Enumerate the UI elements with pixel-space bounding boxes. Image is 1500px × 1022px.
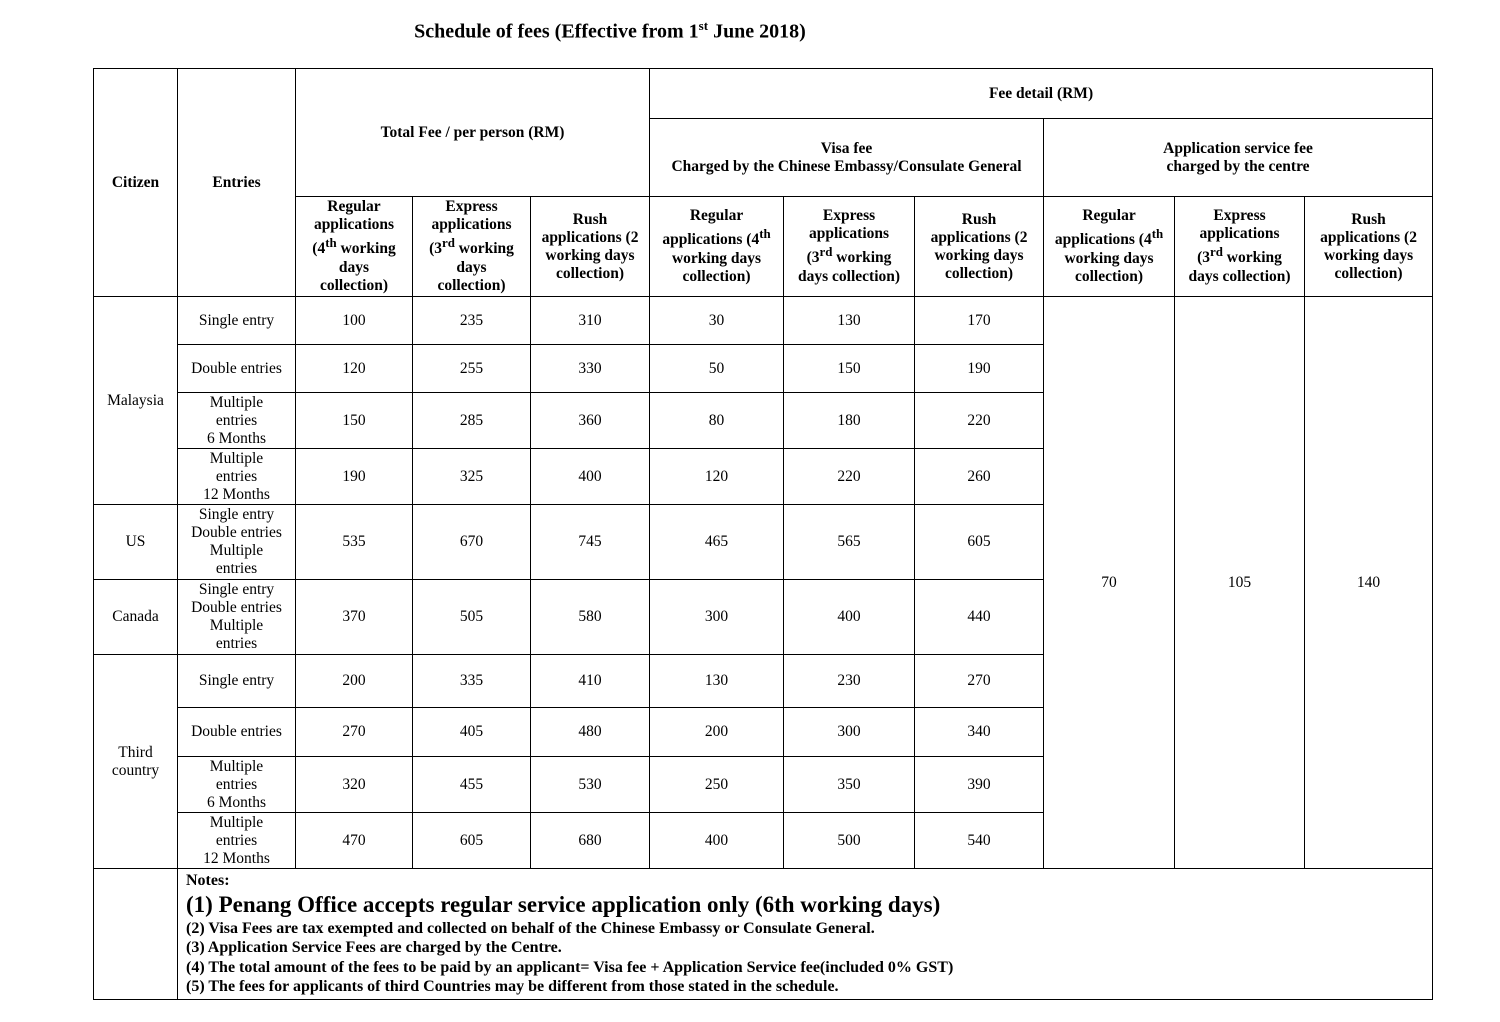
fee-cell: 440: [915, 580, 1044, 655]
header-citizen: Citizen: [94, 69, 178, 297]
h: collection): [556, 264, 625, 282]
entry-line: 6 Months: [207, 793, 266, 811]
h: Rush: [961, 210, 997, 228]
h: collection): [437, 276, 506, 294]
entry-cell: Single entry: [178, 655, 296, 708]
h-sup: rd: [1210, 244, 1223, 260]
h: working days: [934, 246, 1024, 264]
entry-line: Single entry: [198, 506, 275, 523]
service-fee-line1: Application service fee: [1163, 139, 1313, 157]
h: Regular: [689, 207, 744, 225]
fee-cell: 180: [784, 393, 915, 449]
h: working: [1222, 249, 1282, 267]
fee-cell: 170: [915, 297, 1044, 345]
note-2: (2) Visa Fees are tax exempted and collected on behalf of the Chinese Embassy or Consulate General.: [186, 919, 875, 937]
citizen-us: US: [94, 505, 178, 580]
header-visa-rush: [915, 197, 1044, 297]
fee-cell: 300: [650, 580, 784, 655]
h: collection): [1334, 264, 1403, 282]
entry-line: entries: [215, 775, 258, 793]
fee-cell: 150: [784, 345, 915, 393]
h: applications: [431, 216, 512, 234]
entry-cell: [178, 813, 296, 869]
fee-cell: 190: [915, 345, 1044, 393]
fee-cell: 220: [784, 449, 915, 505]
fee-cell: 120: [296, 345, 413, 393]
fee-cell: 530: [531, 757, 650, 813]
fee-cell: 500: [784, 813, 915, 869]
visa-fee-line2: Charged by the Chinese Embassy/Consulate General: [671, 157, 1022, 175]
entry-line: Multiple: [209, 617, 264, 634]
h: (3: [1197, 249, 1211, 267]
h: collection): [1075, 267, 1144, 285]
title-suffix: June 2018): [708, 20, 806, 43]
fee-cell: 400: [650, 813, 784, 869]
h: working: [832, 249, 892, 267]
h: Regular: [327, 198, 381, 216]
fee-cell: 340: [915, 708, 1044, 757]
h: Rush: [1351, 210, 1386, 228]
h: applications: [313, 216, 395, 234]
entry-cell: Single entry: [178, 297, 296, 345]
header-fee-detail: Fee detail (RM): [650, 69, 1433, 119]
header-visa-fee: [650, 119, 1044, 197]
h: applications: [1199, 225, 1280, 243]
note-5: (5) The fees for applicants of third Countries may be different from those stated in the schedule.: [186, 978, 839, 995]
entry-line: Multiple: [209, 449, 264, 467]
h: Regular: [1082, 207, 1136, 225]
title-sup: st: [698, 18, 709, 33]
service-fee-express: 105: [1175, 297, 1305, 869]
fee-cell: 200: [296, 655, 413, 708]
fee-cell: 535: [296, 505, 413, 580]
note-1: (1) Penang Office accepts regular service application only (6th working days): [186, 891, 941, 917]
entry-line: Multiple: [209, 757, 264, 775]
h: collection): [945, 264, 1014, 282]
entry-line: Single entry: [198, 581, 275, 598]
fee-cell: 255: [413, 345, 531, 393]
entry-cell: [178, 580, 296, 655]
fee-cell: 80: [650, 393, 784, 449]
h: working days: [545, 246, 635, 264]
header-visa-regular: [650, 197, 784, 297]
fee-cell: 190: [296, 449, 413, 505]
h: days collection): [798, 267, 901, 285]
entry-line: Double entries: [191, 599, 282, 616]
entry-cell: [178, 449, 296, 505]
fee-cell: 400: [531, 449, 650, 505]
fee-cell: 540: [915, 813, 1044, 869]
third-line: Third: [118, 743, 153, 761]
title-text: Schedule of fees (Effective from 1: [414, 20, 699, 43]
fee-cell: 455: [413, 757, 531, 813]
entry-line: 12 Months: [203, 485, 270, 503]
h-sup: th: [759, 226, 771, 242]
fee-cell: 565: [784, 505, 915, 580]
h: working days: [1064, 249, 1154, 267]
header-svc-rush: [1305, 197, 1433, 297]
h: Express: [822, 207, 876, 225]
fee-cell: 270: [915, 655, 1044, 708]
note-4: (4) The total amount of the fees to be paid by an applicant= Visa fee + Application Service fee(included 0% GST): [186, 958, 954, 976]
fee-cell: 300: [784, 708, 915, 757]
h: collection): [682, 267, 751, 285]
entry-cell: Double entries: [178, 345, 296, 393]
fee-cell: 30: [650, 297, 784, 345]
fee-cell: 605: [413, 813, 531, 869]
h: applications (4: [662, 231, 760, 249]
entry-cell: [178, 505, 296, 580]
fee-cell: 285: [413, 393, 531, 449]
h: applications (2: [930, 228, 1028, 246]
fee-cell: 410: [531, 655, 650, 708]
entry-line: 6 Months: [207, 429, 266, 447]
h: Express: [1213, 207, 1266, 225]
table-row: [94, 297, 1433, 345]
fee-cell: 250: [650, 757, 784, 813]
h: Rush: [572, 210, 608, 228]
fee-cell: 50: [650, 345, 784, 393]
h: Express: [445, 198, 498, 216]
visa-fee-line1: Visa fee: [820, 139, 873, 157]
fee-cell: 130: [784, 297, 915, 345]
fee-cell: 405: [413, 708, 531, 757]
h-sup: rd: [819, 244, 833, 260]
h: days: [456, 258, 487, 276]
notes-heading: Notes:: [186, 872, 230, 889]
notes-row: [94, 869, 1433, 1000]
entry-line: Double entries: [191, 524, 282, 541]
fee-cell: 150: [296, 393, 413, 449]
h: days collection): [1188, 267, 1291, 285]
fee-cell: 480: [531, 708, 650, 757]
fee-schedule-table: [93, 68, 1433, 1000]
fee-cell: 120: [650, 449, 784, 505]
note-3: (3) Application Service Fees are charged by the Centre.: [186, 939, 562, 956]
fee-cell: 580: [531, 580, 650, 655]
entry-cell: [178, 757, 296, 813]
fee-cell: 505: [413, 580, 531, 655]
fee-cell: 200: [650, 708, 784, 757]
header-total-express: [413, 197, 531, 297]
header-total-fee: Total Fee / per person (RM): [296, 69, 650, 197]
entry-line: entries: [215, 411, 258, 429]
h: (3: [429, 240, 442, 258]
h: (3: [806, 249, 820, 267]
fee-cell: 325: [413, 449, 531, 505]
fee-cell: 100: [296, 297, 413, 345]
h: (4: [312, 240, 326, 258]
h: working days: [1323, 246, 1414, 264]
entry-cell: Double entries: [178, 708, 296, 757]
fee-cell: 390: [915, 757, 1044, 813]
citizen-malaysia: Malaysia: [94, 297, 178, 505]
fee-cell: 335: [413, 655, 531, 708]
h: applications (2: [541, 228, 639, 246]
entry-line: entries: [215, 560, 258, 577]
fee-cell: 745: [531, 505, 650, 580]
entry-line: entries: [215, 831, 258, 849]
header-entries: Entries: [178, 69, 296, 297]
h: days: [338, 258, 370, 276]
fee-cell: 220: [915, 393, 1044, 449]
h-sup: th: [1151, 226, 1164, 242]
h: collection): [319, 276, 388, 294]
fee-cell: 235: [413, 297, 531, 345]
third-line: country: [111, 761, 160, 779]
fee-cell: 680: [531, 813, 650, 869]
fee-cell: 130: [650, 655, 784, 708]
fee-cell: 670: [413, 505, 531, 580]
header-service-fee: [1044, 119, 1433, 197]
service-fee-line2: charged by the centre: [1166, 157, 1310, 175]
fee-cell: 310: [531, 297, 650, 345]
header-total-rush: [531, 197, 650, 297]
h: working: [454, 240, 514, 258]
entry-line: Multiple: [209, 542, 264, 559]
notes: [178, 869, 1433, 1000]
service-fee-rush: 140: [1305, 297, 1433, 869]
fee-cell: 350: [784, 757, 915, 813]
citizen-canada: Canada: [94, 580, 178, 655]
fee-cell: 360: [531, 393, 650, 449]
fee-cell: 465: [650, 505, 784, 580]
entry-line: Multiple: [209, 393, 264, 411]
h: applications (2: [1320, 228, 1417, 246]
entry-line: Multiple: [209, 813, 264, 831]
entry-line: 12 Months: [203, 849, 270, 867]
header-visa-express: [784, 197, 915, 297]
h: applications (4: [1054, 231, 1152, 249]
header-svc-regular: [1044, 197, 1175, 297]
fee-cell: 400: [784, 580, 915, 655]
page-title: [0, 18, 1220, 44]
entry-line: entries: [215, 467, 258, 485]
h-sup: th: [325, 235, 337, 251]
fee-cell: 230: [784, 655, 915, 708]
fee-cell: 370: [296, 580, 413, 655]
fee-cell: 260: [915, 449, 1044, 505]
fee-cell: 330: [531, 345, 650, 393]
fee-cell: 605: [915, 505, 1044, 580]
header-svc-express: [1175, 197, 1305, 297]
entry-cell: [178, 393, 296, 449]
h: working days: [671, 249, 762, 267]
citizen-third-country: [94, 655, 178, 869]
entry-line: entries: [215, 635, 258, 652]
notes-spacer: [94, 869, 178, 1000]
header-total-regular: [296, 197, 413, 297]
service-fee-regular: 70: [1044, 297, 1175, 869]
h: applications: [808, 225, 890, 243]
h: working: [336, 240, 396, 258]
fee-cell: 320: [296, 757, 413, 813]
fee-cell: 270: [296, 708, 413, 757]
fee-cell: 470: [296, 813, 413, 869]
h-sup: rd: [442, 235, 455, 251]
